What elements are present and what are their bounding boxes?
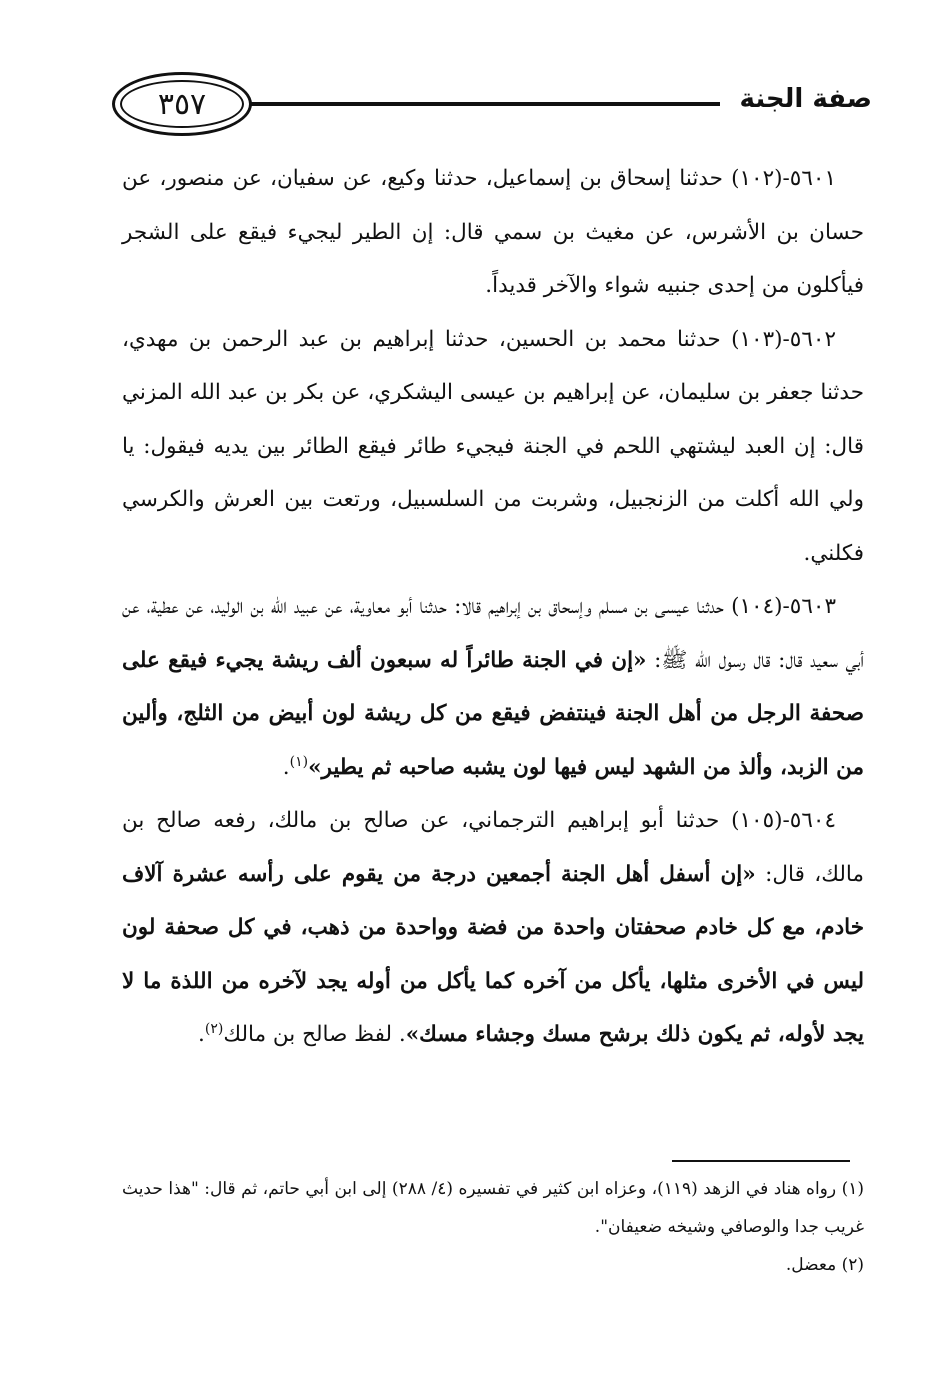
narration-text: . — [282, 754, 290, 780]
header-rule — [250, 102, 720, 106]
narration-text: ٥٦٠٢-(١٠٣) حدثنا محمد بن الحسين، حدثنا إبراهيم بن عبد الرحمن بن مهدي، حدثنا جعفر بن سليمان، عن إبراهيم بن عيسى اليشكري، عن بكر بن عبد الله المزني قال: إن العبد ليشتهي اللحم في الجنة فيجيء طائر فيقع الطائر بين يديه فيقول: يا ولي الله أكلت من الزنجبيل، وشربت من السلسبيل، ورتعت بين العرش والكرسي فكلني. — [122, 326, 864, 566]
narration-text: ٥٦٠٣-(١٠٤) حدثنا عيسى بن مسلم وإسحاق بن إبراهيم قالا: حدثنا أبو معاوية، عن عبيد الله بن الوليد، عن عطية، عن أبي سعيد قال: قال رسول الله ﷺ: — [122, 594, 864, 673]
footnotes — [122, 1170, 864, 1284]
running-title: صفة الجنة — [739, 84, 872, 114]
narration-text: . لفظ صالح بن مالك — [223, 1022, 406, 1047]
hadith-paragraph — [122, 152, 864, 313]
footnote-separator — [672, 1160, 850, 1162]
footnote-2: (٢) معضل. — [785, 1255, 864, 1275]
hadith-quote: «إن أسفل أهل الجنة أجمعين درجة من يقوم على رأسه عشرة آلاف خادم، مع كل خادم صحفتان واحدة من فضة وواحدة من ذهب، في كل صحفة لون ليس في الأخرى مثلها، يأكل من آخره كما يأكل من أوله يجد لآخره من اللذة ما لا يجد لأوله، ثم يكون ذلك برشح مسك وجشاء مسك» — [122, 861, 864, 1047]
narration-text: . — [198, 1022, 205, 1047]
page-header — [112, 72, 872, 140]
page-number: ٣٥٧ — [157, 86, 207, 122]
hadith-paragraph — [122, 794, 864, 1062]
hadith-quote: «إن في الجنة طائراً له سبعون ألف ريشة يجيء فيقع على صحفة الرجل من أهل الجنة فينتفض فيقع من كل ريشة لون أبيض من الثلج، وألين من الزبد، وألذ من الشهد ليس فيها لون يشبه صاحبه ثم يطير» — [122, 647, 864, 780]
footnote-reference: (١) — [289, 753, 309, 770]
narration-text: ٥٦٠١-(١٠٢) حدثنا إسحاق بن إسماعيل، حدثنا وكيع، عن سفيان، عن منصور، عن حسان بن الأشرس، عن مغيث بن سمي قال: إن الطير ليجيء فيقع على الشجر فيأكلون من إحدى جنبيه شواء والآخر قديداً. — [122, 166, 864, 298]
hadith-paragraph — [122, 313, 864, 581]
footnote-1: (١) رواه هناد في الزهد (١١٩)، وعزاه ابن كثير في تفسيره (٤/ ٢٨٨) إلى ابن أبي حاتم، ثم قال: "هذا حديث غريب جدا والوصافي وشيخه ضعيفان". — [122, 1179, 864, 1237]
narration-text: ٥٦٠٤-(١٠٥) حدثنا أبو إبراهيم الترجماني، عن صالح بن مالك، رفعه صالح بن مالك، قال: — [122, 808, 864, 887]
main-text — [122, 152, 864, 1062]
footnote-reference: (٢) — [204, 1020, 224, 1037]
hadith-paragraph — [122, 580, 864, 794]
